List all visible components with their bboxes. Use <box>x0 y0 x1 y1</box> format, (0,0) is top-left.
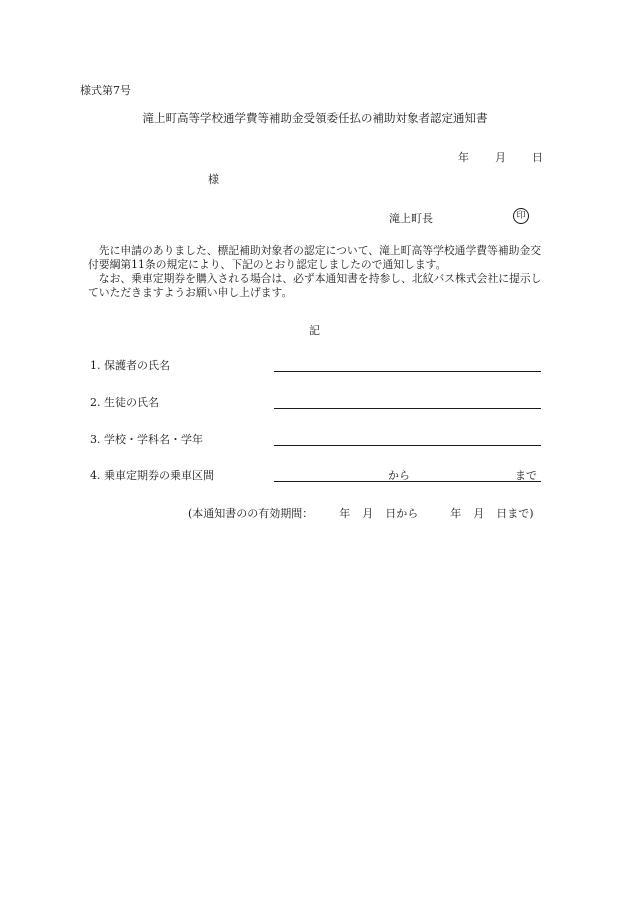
date-year-label: 年 <box>458 151 469 164</box>
date-line <box>458 149 543 165</box>
item-route-from-label: から <box>388 469 410 482</box>
seal-mark: 印 <box>513 208 529 224</box>
validity-end-day: 日まで) <box>496 507 534 520</box>
validity-start-day: 日から <box>385 507 419 520</box>
validity-prefix: (本通知書のの有効期間： <box>188 507 314 520</box>
body-text <box>88 244 548 300</box>
item-guardian-name-label: 1. 保護者の氏名 <box>90 359 170 372</box>
item-school-label: 3. 学校・学科名・学年 <box>90 433 203 446</box>
addressee-suffix: 様 <box>208 173 219 186</box>
date-month-label: 月 <box>495 151 506 164</box>
item-route-line <box>274 481 541 482</box>
item-guardian-name-line <box>274 371 541 372</box>
body-paragraph-2: なお、乗車定期券を購入される場合は、必ず本通知書を持参し、北紋バス株式会社に提示していただきますようお願い申し上げます。 <box>88 272 542 299</box>
validity-start-year: 年 <box>339 507 351 520</box>
document-title: 滝上町高等学校通学費等補助金受領委任払の補助対象者認定通知書 <box>142 111 488 125</box>
validity-period <box>188 505 534 521</box>
item-student-name-label: 2. 生徒の氏名 <box>90 396 159 409</box>
date-day-label: 日 <box>532 151 543 164</box>
item-school-line <box>274 445 541 446</box>
validity-end-year: 年 <box>450 507 462 520</box>
ki-heading: 記 <box>309 324 320 337</box>
body-paragraph-1: 先に申請のありました、標記補助対象者の認定について、滝上町高等学校通学費等補助金交付要綱第11条の規定により、下記のとおり認定しましたので通知します。 <box>88 244 542 271</box>
form-number: 様式第7号 <box>80 84 131 97</box>
item-route-to-label: まで <box>515 469 537 482</box>
issuer-name: 滝上町長 <box>389 212 433 225</box>
validity-end-month: 月 <box>473 507 485 520</box>
item-route-label: 4. 乗車定期券の乗車区間 <box>90 469 214 482</box>
item-student-name-line <box>274 408 541 409</box>
validity-start-month: 月 <box>362 507 374 520</box>
